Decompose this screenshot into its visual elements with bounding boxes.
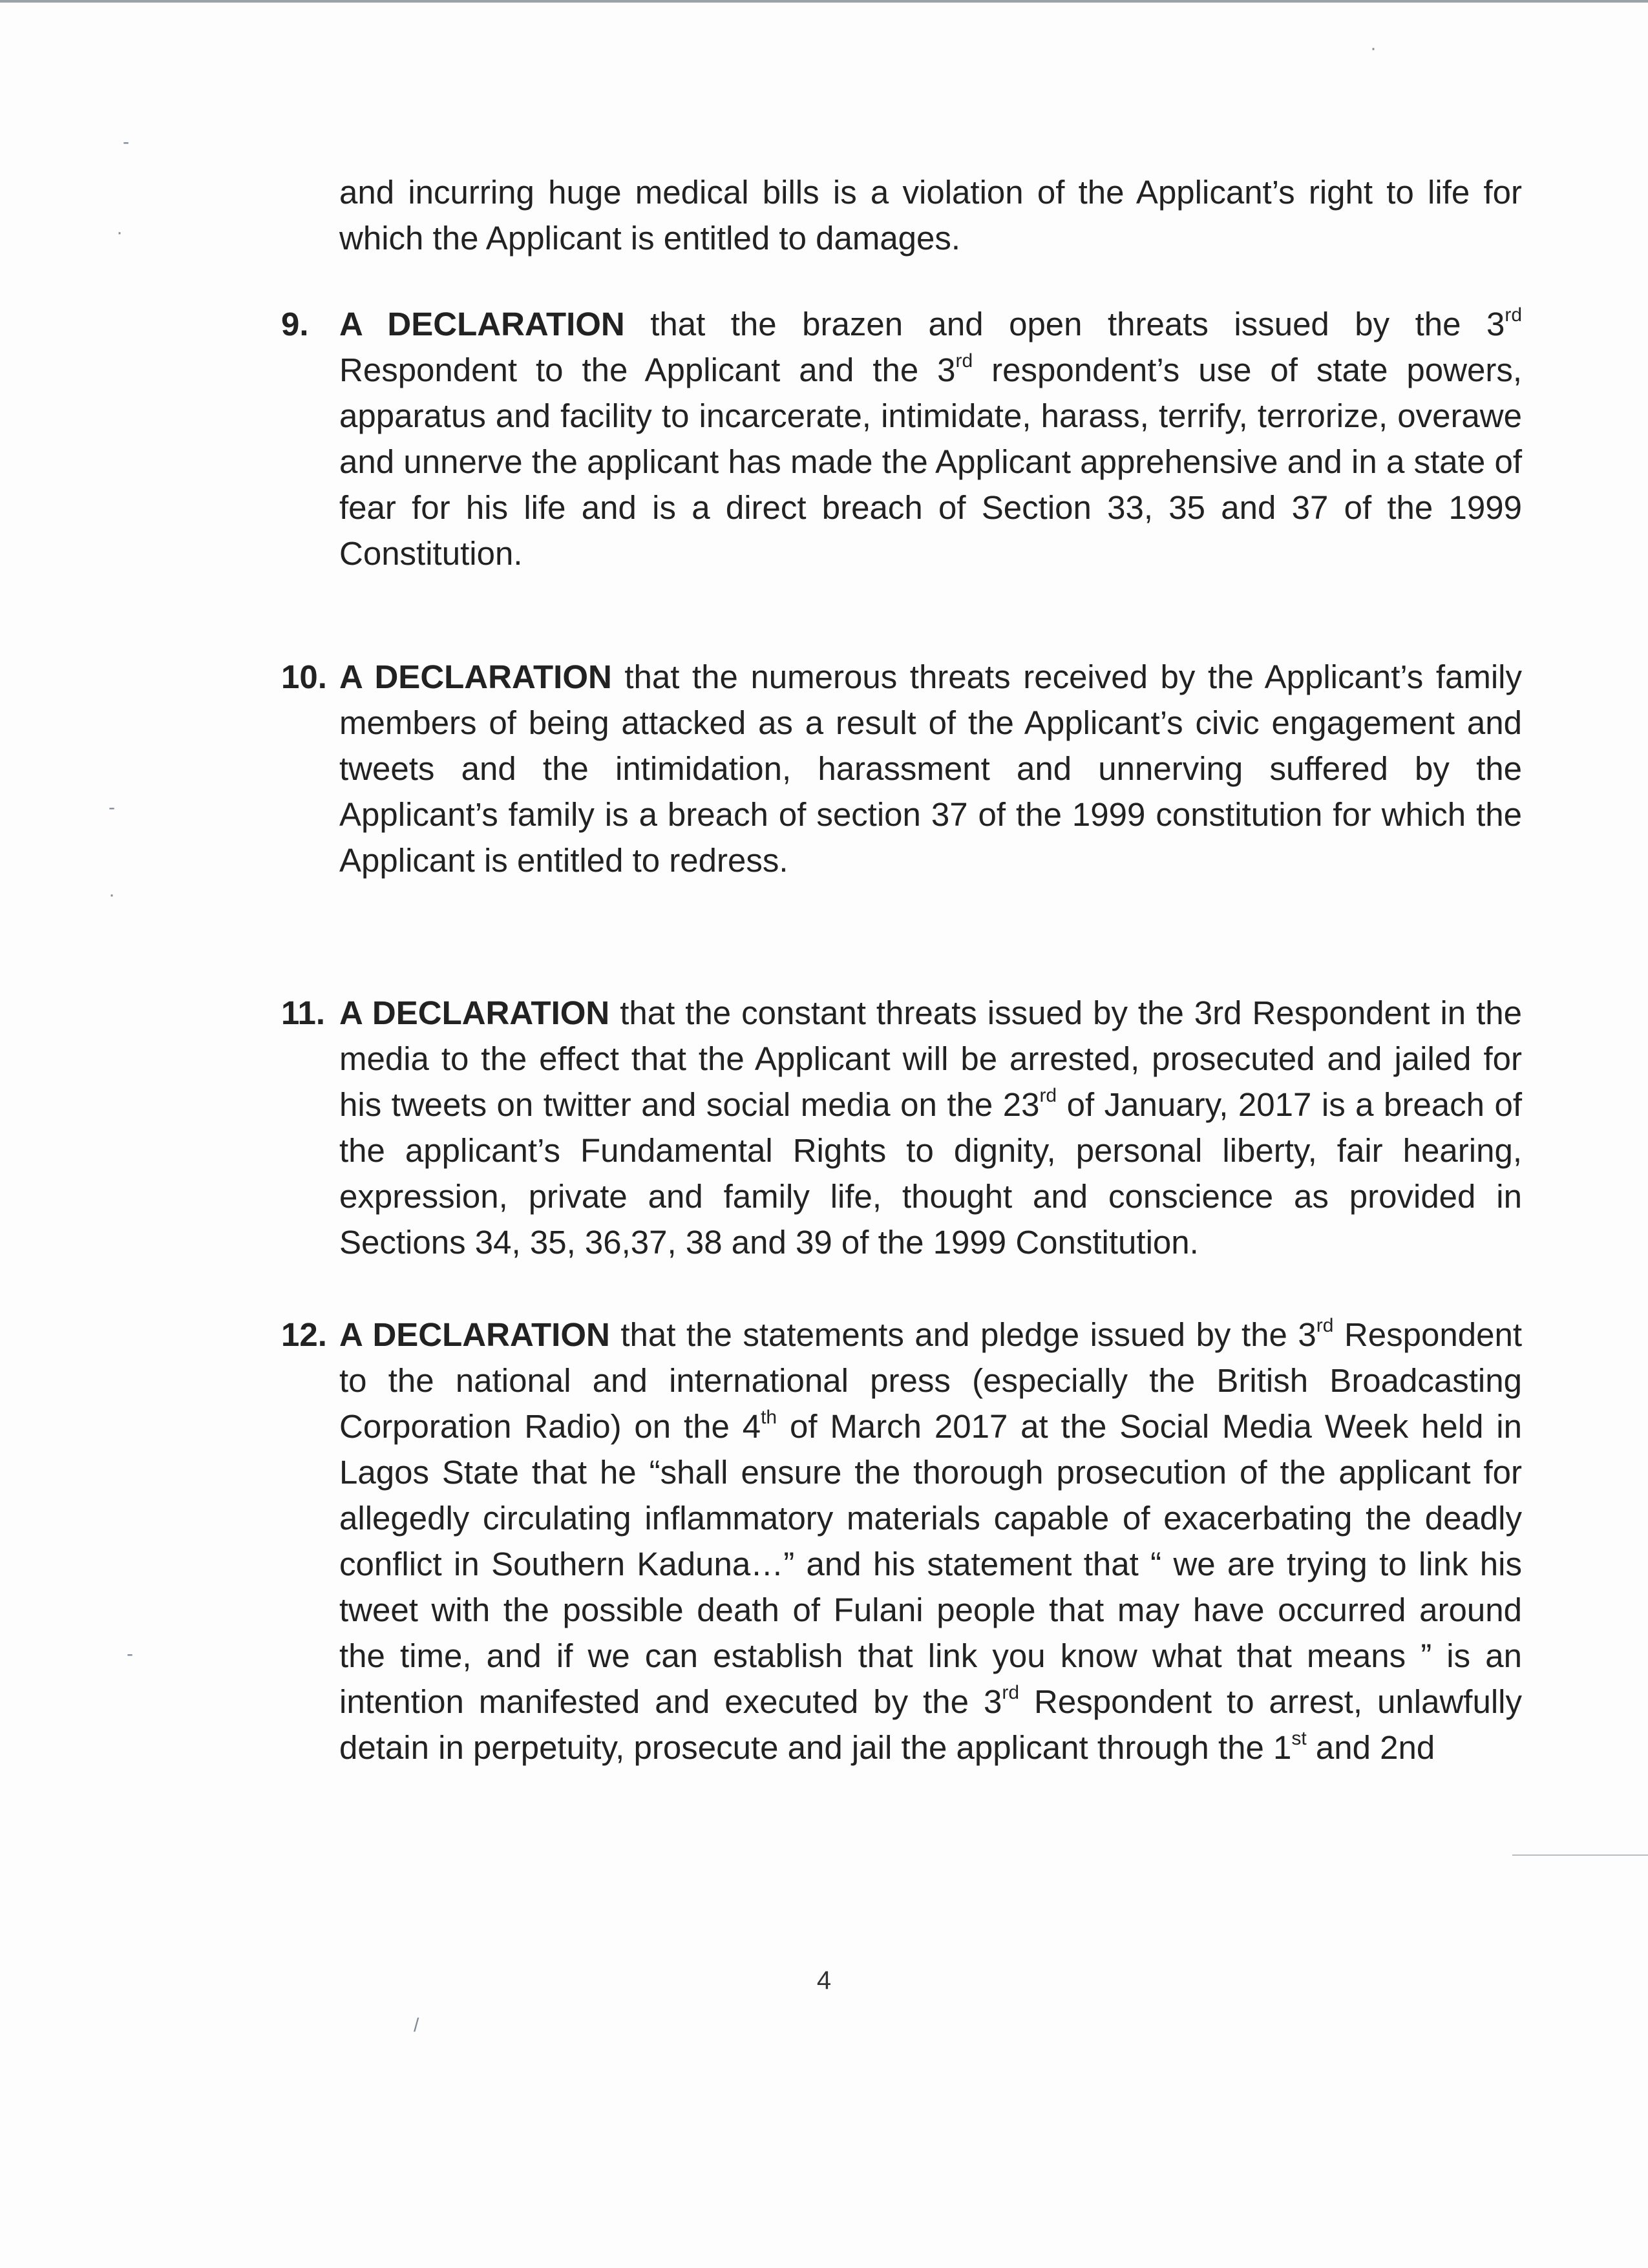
paragraph-text: A DECLARATION that the constant threats issued by the 3rd Respondent in the media to the effect that the Applicant will be arrested, prosecuted and jailed for his tweets on twitter and social media on the 23rd of January, 2017 is a breach of the applicant’s Fundamental Rights to dignity, personal liberty, fair hearing, expression, private and family life, thought and conscience as provided in Sections 34, 35, 36,37, 38 and 39 of the 1999 Constitution. (339, 994, 1523, 1261)
scan-speck: · (109, 884, 115, 905)
paragraph-number: 10. (281, 658, 327, 695)
scan-edge-rule (0, 0, 1648, 3)
scan-speck: - (123, 131, 129, 152)
paragraph-number: 9. (281, 306, 309, 342)
declaration-paragraph-9 (281, 301, 1522, 576)
declaration-label: A DECLARATION (339, 1316, 610, 1353)
declaration-label: A DECLARATION (339, 658, 612, 695)
scan-speck: - (127, 1643, 133, 1664)
paragraph-text: A DECLARATION that the statements and pledge issued by the 3rd Respondent to the national and international press (especially the British Broadcasting Corporation Radio) on the 4th of March 2017 at the Social Media Week held in Lagos State that he “shall ensure the thorough prosecution of the applicant for allegedly circulating inflammatory materials capable of exacerbating the deadly conflict in Southern Kaduna…” and his statement that “ we are trying to link his tweet with the possible death of Fulani people that may have occurred around the time, and if we can establish that link you know what that means ” is an intention manifested and executed by the 3rd Respondent to arrest, unlawfully detain in perpetuity, prosecute and jail the applicant through the 1st and 2nd (339, 1315, 1523, 1766)
declaration-paragraph-10 (281, 654, 1522, 883)
scan-speck: · (116, 222, 123, 243)
continuation-paragraph (281, 169, 1522, 261)
paragraph-text: A DECLARATION that the numerous threats received by the Applicant’s family members of being attacked as a result of the Applicant’s civic engagement and tweets and the intimidation, harassment and unnerving suffered by the Applicant’s family is a breach of section 37 of the 1999 constitution for which the Applicant is entitled to redress. (339, 658, 1523, 879)
declaration-paragraph-12 (281, 1312, 1522, 1770)
paragraph-text: and incurring huge medical bills is a violation of the Applicant’s right to life for which the Applicant is entitled to damages. (339, 174, 1522, 257)
paragraph-number: 11. (281, 994, 326, 1031)
scan-speck: - (109, 797, 115, 818)
document-body (281, 169, 1522, 1770)
declaration-label: A DECLARATION (339, 306, 625, 342)
declaration-paragraph-11 (281, 990, 1522, 1265)
declaration-label: A DECLARATION (339, 994, 610, 1031)
scan-speck: / (414, 2015, 419, 2036)
scan-speck: · (1370, 37, 1377, 59)
page-number: 4 (816, 1966, 832, 1995)
paragraph-text: A DECLARATION that the brazen and open threats issued by the 3rd Respondent to the Applicant and the 3rd respondent’s use of state powers, apparatus and facility to incarcerate, intimidate, harass, terrify, terrorize, overawe and unnerve the applicant has made the Applicant apprehensive and in a state of fear for his life and is a direct breach of Section 33, 35 and 37 of the 1999 Constitution. (339, 304, 1523, 572)
scan-margin-mark (1512, 1854, 1648, 1856)
paragraph-number: 12. (281, 1316, 327, 1353)
